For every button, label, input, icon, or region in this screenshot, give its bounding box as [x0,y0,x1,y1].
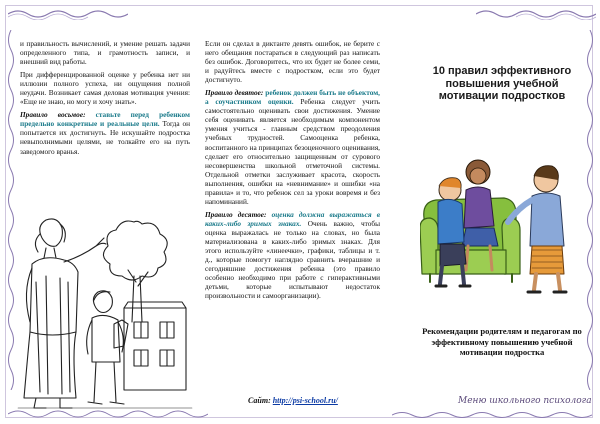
brochure-title: 10 правил эффективного повышения учебной мотивации подростков [432,65,572,102]
wave-bottom-right-decoration [392,410,592,420]
psychologist-signature: Меню школьного психолога [458,396,592,406]
wave-left-side-decoration [6,30,16,390]
site-link[interactable]: http://psi-school.ru/ [272,396,338,405]
rule-nine-highlight: ребенок должен быть не объектом, а соучастником оценки. [205,88,380,107]
rule-eight-label: Правило восьмое: [20,110,86,120]
rule-eight [20,110,190,155]
rule-ten-text: Очень важно, чтобы оценка выражалась не только на словах, но была материализована в каких-либо зримых знаках. Для этого используйте «линеечки», графики, таблицы и т. д., которые помогут наглядно сравнить вчерашние и сегодняшние достижения ребенка (это правило особенно необходимо при работе с гиперактивными детьми, которые испытывают недостаток произвольности и самоорганизации). [205,218,381,301]
rule-ten-highlight: оценка должна выражаться в каких-либо зримых знаках. [205,209,380,228]
teens-on-sofa-illustration [420,150,582,303]
site-line [248,396,338,405]
paragraph-differentiated-evaluation: При дифференцированной оценке у ребенка нет ни иллюзии полного успеха, ни ощущения полной неудачи. Возникает самая деловая мотивация учения: «Еще не знаю, но могу и хочу знать». [20,70,190,107]
teacher-boy-sketch-illustration [16,212,194,417]
rule-nine-text: Ребенка следует учить самостоятельно оценивать свои достижения. Умение себя оценивать является необходимым компонентом умения учиться - главным средством преодоления учебных трудностей. Самооценка ребенка, воспитанного на принципах безоценочного оценивания, сделает его относительно защищенным от сурового несовершенства школьной отметочной системы. Отдельной отметки заслуживает красота, скорость выполнения, ошибки на «невнимание» и ошибки «на правила» и то, что ребенок сел за уроки вовремя и без напоминаний. [205,97,380,206]
rule-ten [205,210,380,300]
rule-ten-label: Правило десятое: [205,209,267,219]
wave-top-right-decoration [476,6,596,20]
wave-right-side-decoration [585,30,595,390]
rule-eight-text: Тогда он попытается их достигнуть. Не искушайте подростка невыполнимыми целями, не толкайте его на путь заведомого вранья. [20,119,191,156]
rule-nine-label: Правило девятое: [205,88,264,98]
brochure-subtitle: Рекомендации родителям и педагогам по эффективному повышению учебной мотивации подростка [422,326,582,358]
column-middle [205,39,380,304]
wave-top-left-decoration [8,6,128,20]
paragraph-dictation-example: Если он сделал в диктанте девять ошибок, не берите с него обещания постараться в следующий раз написать без ошибок. Договоритесь, что их будет не более семи, и радуйтесь вместе с подростком, если это будет достигнуто. [205,39,380,85]
paragraph-evaluation-criteria: и правильность вычислений, и умение решать задачи определенного типа, и грамотность записи, и внешний вид работы. [20,39,190,67]
site-label: Сайт: [248,396,271,405]
rule-eight-highlight: ставьте перед ребенком предельно конкретные и реальные цели. [20,110,190,129]
rule-nine [205,88,380,206]
column-left [20,39,190,160]
